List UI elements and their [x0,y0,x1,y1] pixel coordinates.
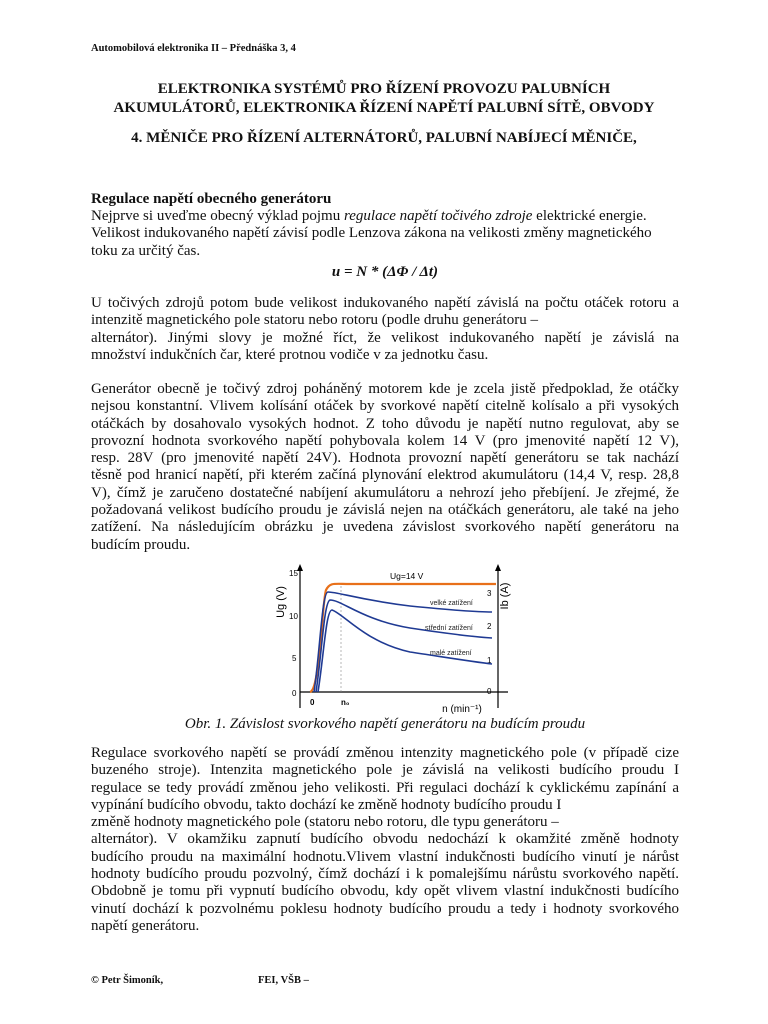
paragraph-line: otáčkách by dosahovalo vysokých hodnot. Z toho důvodu je napětí nutno regulovat, aby se [91,415,679,432]
intro-line-2: Velikost indukovaného napětí závisí podle Lenzova zákona na velikosti změny magnetického [91,225,652,242]
paragraph-line: Obdobně je tomu při vypnutí budícího obvodu, kdy opět vlivem vlastní indukčnosti budícího [91,883,679,900]
paragraph-2 [91,295,679,364]
paragraph-line: požadovaná velikost budícího proudu je závislá nejen na otáčkách generátoru, ale také na jeho [91,502,679,519]
voltage-current-figure [270,562,516,714]
intro-paragraph [91,208,679,260]
paragraph-line: buzeného stroje). Intenzita magnetického pole je závislá na velikosti budícího proudu I [91,762,679,779]
paragraph-line: Generátor obecně je točivý zdroj poháněný motorem kde je zcela jistě předpoklad, že otáčky [91,381,679,397]
paragraph-line: regulace se tedy provádí změnou jeho velikosti. Při regulaci dochází k cyklickému zapínání a [91,779,679,796]
paragraph-line: vinutí dochází k pozvolnému poklesu hodnoty budícího proudu a tedy i hodnoty svorkového [91,900,679,917]
paragraph-line: resp. 28V (pro jmenovité napětí 24V). Hodnota provozní napětí generátoru se tak nachází [91,450,679,467]
right-tick: 3 [487,589,492,598]
paragraph-4 [91,745,679,935]
left-tick: 0 [292,689,297,698]
right-tick: 1 [487,656,492,665]
paragraph-line: provozní hodnota svorkového napětí pohybovala kolem 14 V (pro jmenovité napětí 12 V), [91,432,679,449]
paragraph-3 [91,381,679,554]
paragraph-line: těsně pod hranicí napětí, při kterém začíná plynování elektrod akumulátoru (14,4 V, resp. 28,8 [91,467,679,484]
left-tick: 15 [289,569,298,578]
right-axis-label: Ib (A) [499,582,511,610]
intro-line-1: Nejprve si uveďme obecný výklad pojmu regulace napětí točivého zdroje elektrické energie. [91,208,647,224]
paragraph-line: intenzitě magnetického pole statoru nebo rotoru (podle druhu generátoru – [91,312,538,329]
footer-author: © Petr Šimoník, [91,975,164,986]
figure-caption: Obr. 1. Závislost svorkového napětí generátoru na budícím proudu [184,716,586,732]
paragraph-line: alternátor). V okamžiku zapnutí budícího obvodu nedochází k okamžité změně hodnoty [91,831,679,848]
paragraph-line: budícím proudu. [91,536,191,553]
title-line-1: ELEKTRONIKA SYSTÉMŮ PRO ŘÍZENÍ PROVOZU PALUBNÍCH [157,81,611,97]
left-tick: 5 [292,654,297,663]
paragraph-line: V), čímž je zaručeno dostatečné nabíjení akumulátoru a nehrozí jeho přebíjení. Je zřejmé, že [91,484,679,501]
x-axis-label: n (min⁻¹) [442,704,482,714]
intro-line-3: toku za určitý čas. [91,242,201,259]
curve-label: velké zatížení [430,600,473,607]
paragraph-line: vypínání budícího obvodu, takto dochází ke změně hodnoty budícího proudu I [91,796,562,813]
document-title [60,80,708,118]
paragraph-line: alternátor). Jinými slovy je možné říct, že velikost indukovaného napětí je závislá na [91,329,679,346]
curve-label: malé zatížení [430,650,472,657]
paragraph-line: U točivých zdrojů potom bude velikost indukovaného napětí závislá na počtu otáček rotoru a [91,295,679,311]
right-tick: 0 [487,687,492,696]
paragraph-line: změně hodnoty magnetického pole (statoru nebo rotoru, dle typu generátoru – [91,814,559,831]
figure-svg [270,562,516,714]
right-tick: 2 [487,622,492,631]
paragraph-line: nejsou konstantní. Vlivem kolísání otáček by svorkové napětí citelně kolísalo a při vysokých [91,398,679,415]
paragraph-line: hodnoty budícího proudu pozvolný, čímž dochází i k pomalejšímu nárůstu svorkového napětí. [91,866,679,883]
chapter-title: 4. MĚNIČE PRO ŘÍZENÍ ALTERNÁTORŮ, PALUBNÍ NABÍJECÍ MĚNIČE, [131,130,637,146]
footer-institution: FEI, VŠB – [258,975,309,986]
running-header: Automobilová elektronika II – Přednáška 3, 4 [91,43,296,54]
section-heading: Regulace napětí obecného generátoru [91,191,332,207]
current-curve-medium-load [316,600,492,692]
lenz-formula: u = N * (ΔΦ / Δt) [331,264,439,280]
x-tick: 0 [310,698,315,707]
intro-emphasis: regulace napětí točivého zdroje [343,208,533,224]
paragraph-line: napětí generátoru. [91,917,200,934]
left-tick: 10 [289,612,298,621]
paragraph-line: Regulace svorkového napětí se provádí změnou intenzity magnetického pole (v případě cize [91,745,679,761]
paragraph-line: zatížení. Na následujícím obrázku je uvedena závislost svorkového napětí generátoru na [91,519,679,536]
left-axis-label: Ug (V) [275,586,287,618]
right-axis-arrow [495,564,501,571]
curve-label: střední zatížení [425,625,473,632]
title-line-2: AKUMULÁTORŮ, ELEKTRONIKA ŘÍZENÍ NAPĚTÍ PALUBNÍ SÍTĚ, OBVODY [113,100,655,116]
paragraph-line: budícího proudu na maximální hodnotu.Vlivem vlastní indukčnosti budícího vinutí je nárůst [91,848,679,865]
paragraph-line: množství indukčních čar, které protnou vodiče v za jednotku času. [91,346,489,363]
voltage-label: Ug=14 V [390,571,424,581]
x-tick: n₀ [341,698,350,707]
